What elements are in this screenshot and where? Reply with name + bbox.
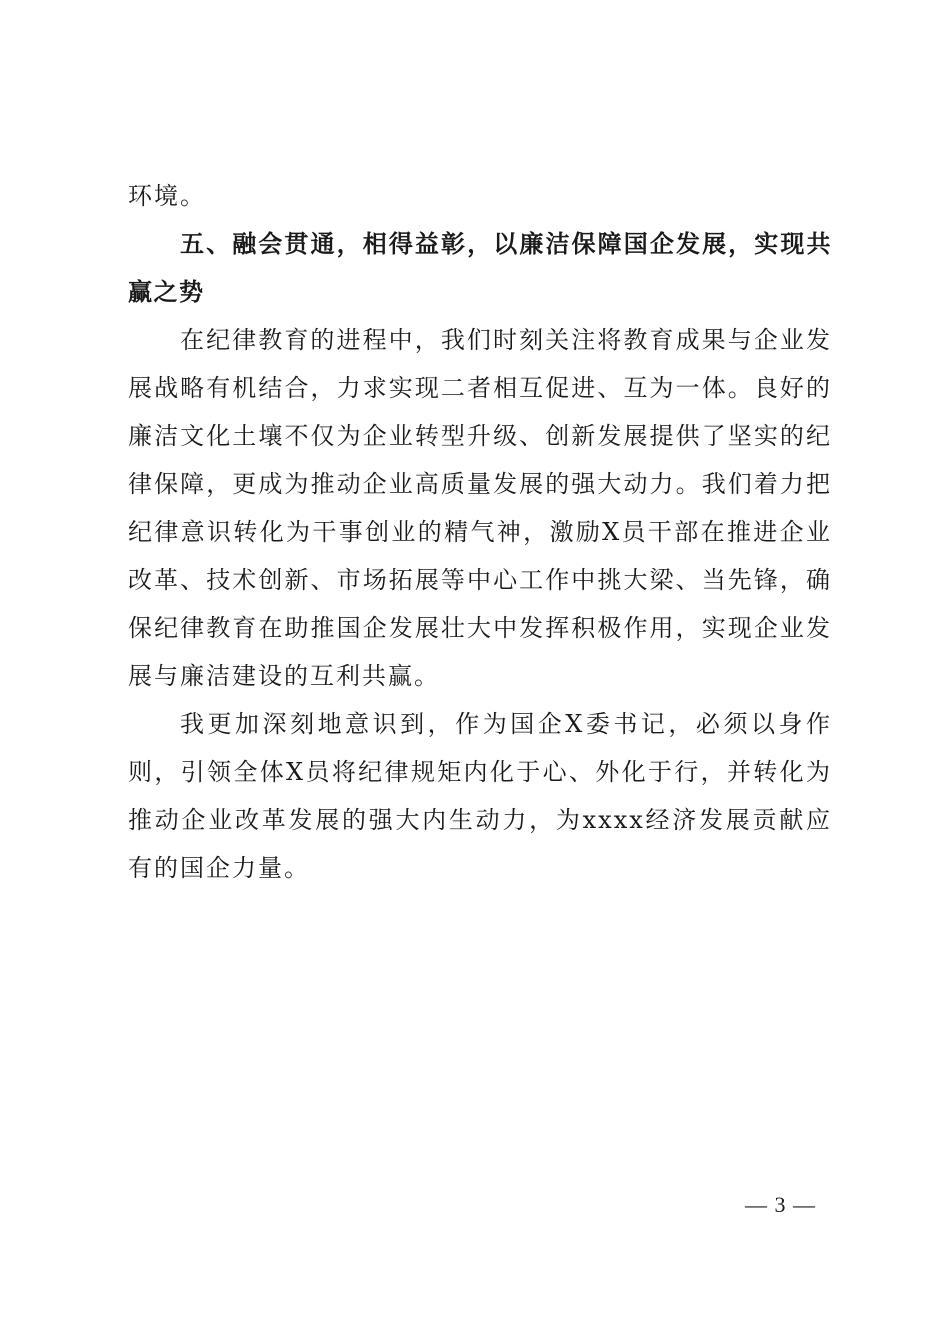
document-body <box>128 172 832 892</box>
section-heading: 五、融会贯通，相得益彰，以廉洁保障国企发展，实现共赢之势 <box>128 230 832 306</box>
body-paragraph: 在纪律教育的进程中，我们时刻关注将教育成果与企业发展战略有机结合，力求实现二者相互促进、互为一体。良好的廉洁文化土壤不仅为企业转型升级、创新发展提供了坚实的纪律保障，更成为推动企业高质量发展的强大动力。我们着力把纪律意识转化为干事创业的精气神，激励X员干部在推进企业改革、技术创新、市场拓展等中心工作中挑大梁、当先锋，确保纪律教育在助推国企发展壮大中发挥积极作用，实现企业发展与廉洁建设的互利共赢。 <box>128 326 832 690</box>
body-paragraph: 我更加深刻地意识到，作为国企X委书记，必须以身作则，引领全体X员将纪律规矩内化于心、外化于行，并转化为推动企业改革发展的强大内生动力，为xxxx经济发展贡献应有的国企力量。 <box>128 710 832 882</box>
continued-text: 环境。 <box>128 182 206 210</box>
page-number: — 3 — <box>745 1192 816 1217</box>
